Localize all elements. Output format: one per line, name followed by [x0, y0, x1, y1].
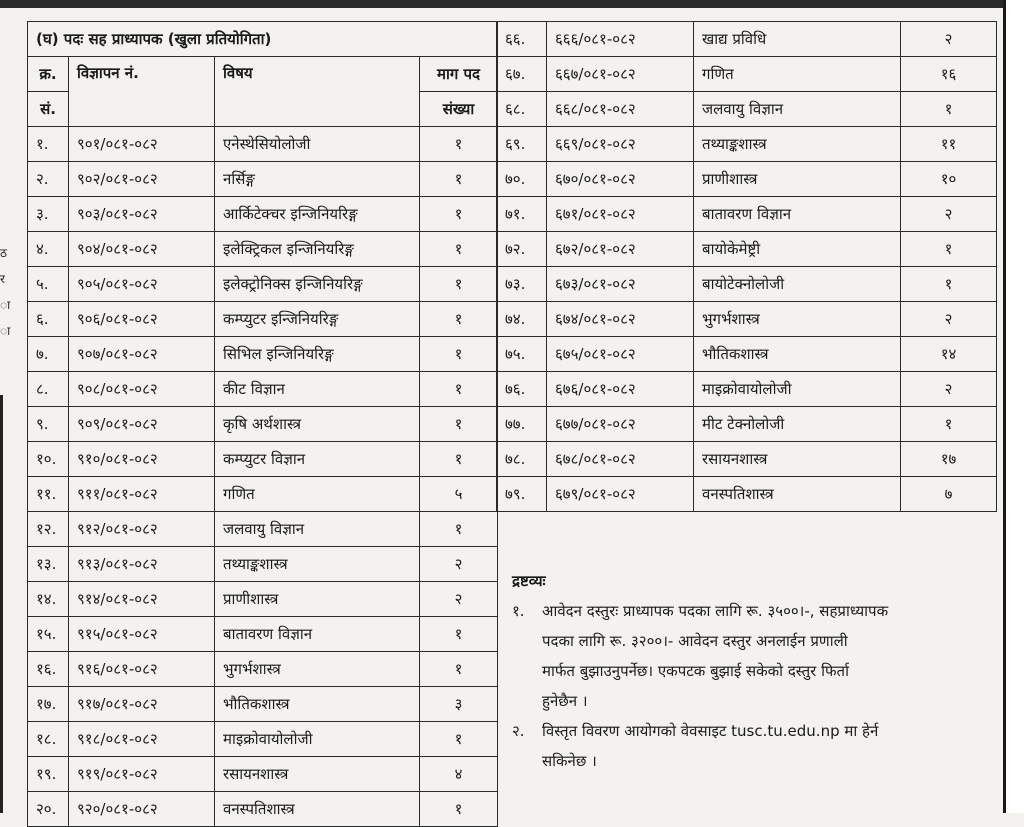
table-row [28, 512, 498, 547]
advertisement-number-cell: ६६७/०८१-०८२ [547, 57, 694, 92]
table-row [28, 197, 498, 232]
table-row [497, 57, 997, 92]
serial-number-cell: ७३. [497, 267, 547, 302]
posts-count-cell: २ [901, 22, 997, 57]
serial-number-cell: ६७. [497, 57, 547, 92]
note-item [512, 716, 992, 776]
subject-cell: जलवायु विज्ञान [215, 512, 420, 547]
advertisement-number-cell: ९१२/०८१-०८२ [69, 512, 215, 547]
advertisement-number-cell: ९०७/०८१-०८२ [69, 337, 215, 372]
advertisement-number-cell: ६६९/०८१-०८२ [547, 127, 694, 162]
serial-number-cell: ११. [28, 477, 69, 512]
notes-title: द्रष्टव्यः [512, 572, 546, 590]
table-row [497, 442, 997, 477]
posts-count-cell: १ [420, 372, 498, 407]
posts-count-cell: २ [901, 372, 997, 407]
header-adv-no: विज्ञापन नं. [69, 57, 215, 127]
subject-cell: कम्प्युटर इन्जिनियरिङ्ग [215, 302, 420, 337]
section-title: (घ) पदः सह प्राध्यापक (खुला प्रतियोगिता) [28, 22, 498, 57]
serial-number-cell: ७८. [497, 442, 547, 477]
subject-cell: सिभिल इन्जिनियरिङ्ग [215, 337, 420, 372]
serial-number-cell: ६९. [497, 127, 547, 162]
right-page-border [1003, 0, 1024, 813]
advertisement-number-cell: ९१९/०८१-०८२ [69, 757, 215, 792]
serial-number-cell: ४. [28, 232, 69, 267]
subject-cell: वनस्पतिशास्त्र [215, 792, 420, 827]
serial-number-cell: ७१. [497, 197, 547, 232]
subject-cell: भुगर्भशास्त्र [215, 652, 420, 687]
serial-number-cell: ५. [28, 267, 69, 302]
subject-cell: रसायनशास्त्र [694, 442, 901, 477]
serial-number-cell: ३. [28, 197, 69, 232]
posts-count-cell: १ [420, 652, 498, 687]
serial-number-cell: १६. [28, 652, 69, 687]
subject-cell: प्राणीशास्त्र [694, 162, 901, 197]
advertisement-number-cell: ९११/०८१-०८२ [69, 477, 215, 512]
posts-count-cell: १ [420, 442, 498, 477]
subject-cell: इलेक्ट्रोनिक्स इन्जिनियरिङ्ग [215, 267, 420, 302]
posts-count-cell: ७ [901, 477, 997, 512]
subject-cell: गणित [215, 477, 420, 512]
table-row [28, 302, 498, 337]
section-title-row [28, 22, 498, 57]
serial-number-cell: ८. [28, 372, 69, 407]
table-row [497, 337, 997, 372]
note-number: २. [512, 722, 525, 740]
posts-count-cell: १० [901, 162, 997, 197]
margin-mark: ा [0, 324, 11, 338]
posts-count-cell: १ [420, 232, 498, 267]
table-row [497, 232, 997, 267]
header-subject: विषय [215, 57, 420, 127]
advertisement-number-cell: ९०५/०८१-०८२ [69, 267, 215, 302]
header-posts-top: माग पद [420, 57, 498, 92]
subject-cell: भौतिकशास्त्र [215, 687, 420, 722]
posts-count-cell: १ [420, 197, 498, 232]
note-line: सकिनेछ । [542, 752, 597, 770]
table-row [28, 372, 498, 407]
serial-number-cell: २. [28, 162, 69, 197]
serial-number-cell: १५. [28, 617, 69, 652]
note-line: हुनेछैन । [542, 692, 588, 710]
posts-count-cell: १ [901, 407, 997, 442]
subject-cell: नर्सिङ्ग [215, 162, 420, 197]
serial-number-cell: १८. [28, 722, 69, 757]
posts-count-cell: १६ [901, 57, 997, 92]
subject-cell: प्राणीशास्त्र [215, 582, 420, 617]
serial-number-cell: ७२. [497, 232, 547, 267]
table-row [497, 127, 997, 162]
table-row [28, 722, 498, 757]
advertisement-number-cell: ९१०/०८१-०८२ [69, 442, 215, 477]
top-dark-strip [0, 0, 1024, 8]
table-row [28, 757, 498, 792]
table-row [28, 267, 498, 302]
advertisement-number-cell: ९०९/०८१-०८२ [69, 407, 215, 442]
subject-cell: माइक्रोवायोलोजी [694, 372, 901, 407]
margin-mark: र [0, 272, 5, 286]
subject-cell: वनस्पतिशास्त्र [694, 477, 901, 512]
serial-number-cell: ६६. [497, 22, 547, 57]
subject-cell: भौतिकशास्त्र [694, 337, 901, 372]
table-row [497, 372, 997, 407]
serial-number-cell: १२. [28, 512, 69, 547]
notes-section [512, 566, 992, 776]
subject-cell: आर्किटेक्चर इन्जिनियरिङ्ग [215, 197, 420, 232]
serial-number-cell: १७. [28, 687, 69, 722]
serial-number-cell: ६८. [497, 92, 547, 127]
subject-cell: रसायनशास्त्र [215, 757, 420, 792]
table-row [28, 127, 498, 162]
subject-cell: मीट टेक्नोलोजी [694, 407, 901, 442]
posts-count-cell: १७ [901, 442, 997, 477]
advertisement-number-cell: ९१४/०८१-०८२ [69, 582, 215, 617]
posts-count-cell: १ [420, 162, 498, 197]
note-line: विस्तृत विवरण आयोगको वेवसाइट tusc.tu.edu.np मा हेर्न [542, 722, 879, 740]
table-row [28, 547, 498, 582]
note-number: १. [512, 602, 525, 620]
subject-cell: एनेस्थेसियोलोजी [215, 127, 420, 162]
advertisement-number-cell: ९१५/०८१-०८२ [69, 617, 215, 652]
advertisement-number-cell: ९२०/०८१-०८२ [69, 792, 215, 827]
posts-count-cell: २ [901, 197, 997, 232]
subject-cell: भुगर्भशास्त्र [694, 302, 901, 337]
table-row [497, 267, 997, 302]
serial-number-cell: १०. [28, 442, 69, 477]
posts-count-cell: ५ [420, 477, 498, 512]
table-row [497, 197, 997, 232]
advertisement-number-cell: ९१३/०८१-०८२ [69, 547, 215, 582]
note-line: आवेदन दस्तुरः प्राध्यापक पदका लागि रू. ३५००।-, सहप्राध्यापक [542, 602, 889, 620]
table-row [28, 582, 498, 617]
advertisement-number-cell: ६७२/०८१-०८२ [547, 232, 694, 267]
advertisement-number-cell: ६७०/०८१-०८२ [547, 162, 694, 197]
table-row [28, 162, 498, 197]
subject-cell: तथ्याङ्कशास्त्र [694, 127, 901, 162]
table-row [28, 232, 498, 267]
table-row [497, 407, 997, 442]
table-row [497, 22, 997, 57]
header-sn-top: क्र. [28, 57, 69, 92]
posts-count-cell: २ [420, 547, 498, 582]
subject-cell: कम्प्युटर विज्ञान [215, 442, 420, 477]
serial-number-cell: १. [28, 127, 69, 162]
advertisement-number-cell: ९०८/०८१-०८२ [69, 372, 215, 407]
serial-number-cell: ७६. [497, 372, 547, 407]
posts-count-cell: १ [420, 722, 498, 757]
note-line: पदका लागि रू. ३२००।- आवेदन दस्तुर अनलाईन प्रणाली [542, 632, 848, 650]
advertisement-number-cell: ६७५/०८१-०८२ [547, 337, 694, 372]
table-row [28, 337, 498, 372]
advertisement-number-cell: ९०३/०८१-०८२ [69, 197, 215, 232]
serial-number-cell: ९. [28, 407, 69, 442]
posts-count-cell: ११ [901, 127, 997, 162]
advertisement-number-cell: ९०४/०८१-०८२ [69, 232, 215, 267]
posts-count-cell: ४ [420, 757, 498, 792]
posts-count-cell: १ [901, 92, 997, 127]
subject-cell: जलवायु विज्ञान [694, 92, 901, 127]
advertisement-number-cell: ९१७/०८१-०८२ [69, 687, 215, 722]
posts-count-cell: १ [420, 792, 498, 827]
header-row [28, 57, 498, 92]
posts-count-cell: ३ [420, 687, 498, 722]
note-item [512, 596, 992, 716]
subject-cell: बायोटेक्नोलोजी [694, 267, 901, 302]
posts-count-cell: १ [420, 127, 498, 162]
serial-number-cell: ७५. [497, 337, 547, 372]
serial-number-cell: ७४. [497, 302, 547, 337]
subject-cell: बायोकेमेष्ट्री [694, 232, 901, 267]
header-sn-bottom: सं. [28, 92, 69, 127]
posts-count-cell: १ [901, 267, 997, 302]
associate-professor-table [27, 21, 498, 827]
table-row [497, 162, 997, 197]
advertisement-number-cell: ६७७/०८१-०८२ [547, 407, 694, 442]
subject-cell: गणित [694, 57, 901, 92]
subject-cell: कृषि अर्थशास्त्र [215, 407, 420, 442]
table-row [28, 407, 498, 442]
posts-count-cell: १ [420, 407, 498, 442]
subject-cell: खाद्य प्रविधि [694, 22, 901, 57]
advertisement-number-cell: ६७८/०८१-०८२ [547, 442, 694, 477]
advertisement-number-cell: ६६८/०८१-०८२ [547, 92, 694, 127]
serial-number-cell: १३. [28, 547, 69, 582]
subject-cell: बातावरण विज्ञान [694, 197, 901, 232]
table-row [28, 617, 498, 652]
posts-count-cell: १ [420, 512, 498, 547]
subject-cell: बातावरण विज्ञान [215, 617, 420, 652]
serial-number-cell: ७. [28, 337, 69, 372]
note-line: मार्फत बुझाउनुपर्नेछ। एकपटक बुझाई सकेको दस्तुर फिर्ता [542, 662, 849, 680]
subject-cell: कीट विज्ञान [215, 372, 420, 407]
advertisement-number-cell: ६७४/०८१-०८२ [547, 302, 694, 337]
advertisement-number-cell: ९१६/०८१-०८२ [69, 652, 215, 687]
table-row [497, 92, 997, 127]
advertisement-number-cell: ६७६/०८१-०८२ [547, 372, 694, 407]
serial-number-cell: ७९. [497, 477, 547, 512]
margin-mark: ठ [0, 246, 7, 260]
posts-count-cell: १ [420, 337, 498, 372]
advertisement-number-cell: ९०२/०८१-०८२ [69, 162, 215, 197]
right-continuation-table [496, 21, 997, 512]
posts-count-cell: १ [420, 267, 498, 302]
posts-count-cell: १ [901, 232, 997, 267]
serial-number-cell: २०. [28, 792, 69, 827]
left-cropped-border [0, 395, 3, 813]
subject-cell: इलेक्ट्रिकल इन्जिनियरिङ्ग [215, 232, 420, 267]
serial-number-cell: ७७. [497, 407, 547, 442]
advertisement-number-cell: ६७३/०८१-०८२ [547, 267, 694, 302]
table-row [28, 652, 498, 687]
table-row [28, 687, 498, 722]
advertisement-number-cell: ६६६/०८१-०८२ [547, 22, 694, 57]
advertisement-number-cell: ६७९/०८१-०८२ [547, 477, 694, 512]
table-row [28, 442, 498, 477]
table-row [28, 477, 498, 512]
advertisement-number-cell: ९१८/०८१-०८२ [69, 722, 215, 757]
serial-number-cell: १४. [28, 582, 69, 617]
subject-cell: तथ्याङ्कशास्त्र [215, 547, 420, 582]
table-row [28, 792, 498, 827]
advertisement-number-cell: ६७१/०८१-०८२ [547, 197, 694, 232]
posts-count-cell: २ [901, 302, 997, 337]
serial-number-cell: १९. [28, 757, 69, 792]
table-row [497, 302, 997, 337]
serial-number-cell: ६. [28, 302, 69, 337]
posts-count-cell: १ [420, 617, 498, 652]
posts-count-cell: २ [420, 582, 498, 617]
margin-mark: ा [0, 298, 11, 312]
header-posts-bottom: संख्या [420, 92, 498, 127]
serial-number-cell: ७०. [497, 162, 547, 197]
table-row [497, 477, 997, 512]
posts-count-cell: १४ [901, 337, 997, 372]
subject-cell: माइक्रोवायोलोजी [215, 722, 420, 757]
advertisement-number-cell: ९०६/०८१-०८२ [69, 302, 215, 337]
advertisement-number-cell: ९०१/०८१-०८२ [69, 127, 215, 162]
posts-count-cell: १ [420, 302, 498, 337]
left-margin-fragments [0, 240, 16, 344]
